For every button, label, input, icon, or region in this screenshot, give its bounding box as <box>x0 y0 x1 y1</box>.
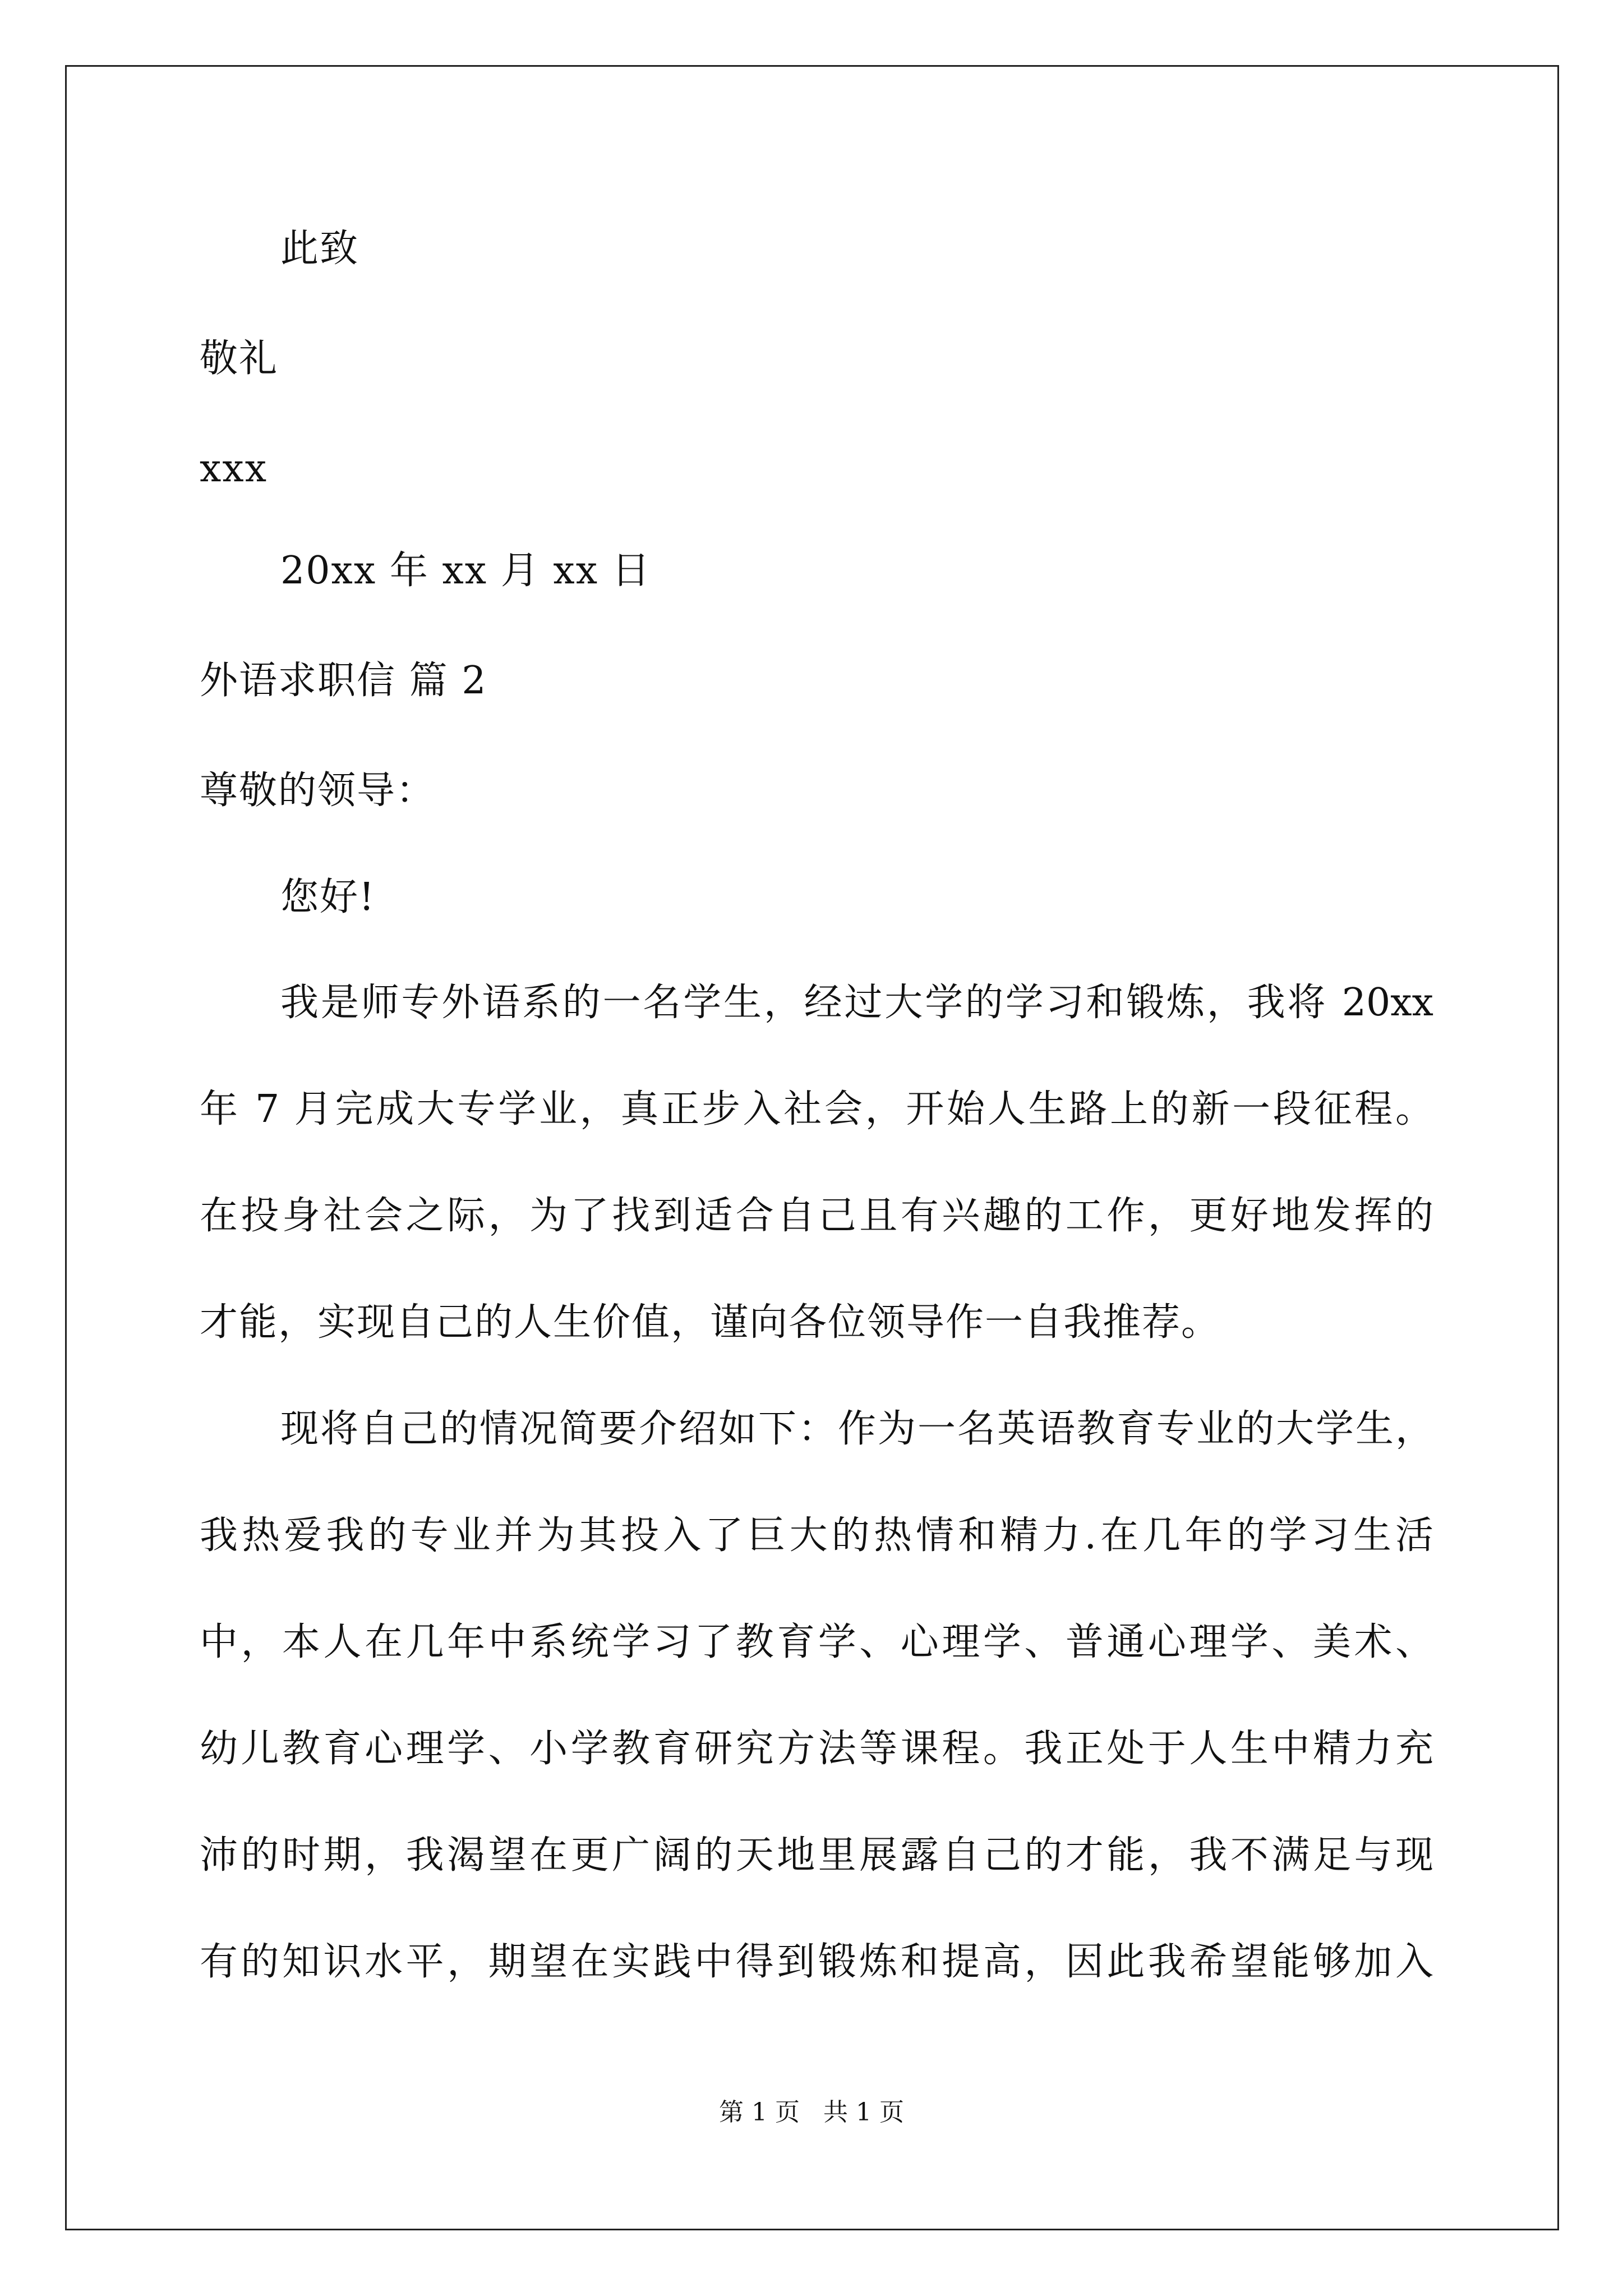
paragraph-line: 我是师专外语系的一名学生，经过大学的学习和锻炼，我将 20xx <box>280 981 1433 1025</box>
paragraph-line: 现将自己的情况简要介绍如下：作为一名英语教育专业的大学生， <box>280 1407 1433 1451</box>
closing-salutation: 此致 <box>280 227 359 271</box>
letter-greeting: 尊敬的领导： <box>200 769 436 813</box>
paragraph-line: 我热爱我的专业并为其投入了巨大的热情和精力.在几年的学习生活 <box>200 1513 1433 1558</box>
letter-date: 20xx 年 xx 月 xx 日 <box>280 549 651 593</box>
paragraph-line: 年 7 月完成大专学业，真正步入社会，开始人生路上的新一段征程。 <box>200 1087 1433 1131</box>
paragraph-line: 有的知识水平，期望在实践中得到锻炼和提高，因此我希望能够加入 <box>200 1940 1433 1984</box>
paragraph-line: 在投身社会之际，为了找到适合自己且有兴趣的工作，更好地发挥的 <box>200 1194 1433 1238</box>
page-border <box>65 65 1559 2230</box>
paragraph-line: 幼儿教育心理学、小学教育研究方法等课程。我正处于人生中精力充 <box>200 1727 1433 1771</box>
section-heading: 外语求职信 篇 2 <box>200 659 487 703</box>
paragraph-line: 沛的时期，我渴望在更广阔的天地里展露自己的才能，我不满足与现 <box>200 1833 1433 1878</box>
paragraph-line: 中，本人在几年中系统学习了教育学、心理学、普通心理学、美术、 <box>200 1620 1433 1664</box>
greeting-hello: 您好! <box>280 875 376 919</box>
signature-name: xxx <box>200 447 268 491</box>
closing-regards: 敬礼 <box>200 337 279 381</box>
paragraph-line: 才能，实现自己的人生价值，谨向各位领导作一自我推荐。 <box>200 1300 1221 1345</box>
page-footer: 第 1 页 共 1 页 <box>719 2098 904 2127</box>
